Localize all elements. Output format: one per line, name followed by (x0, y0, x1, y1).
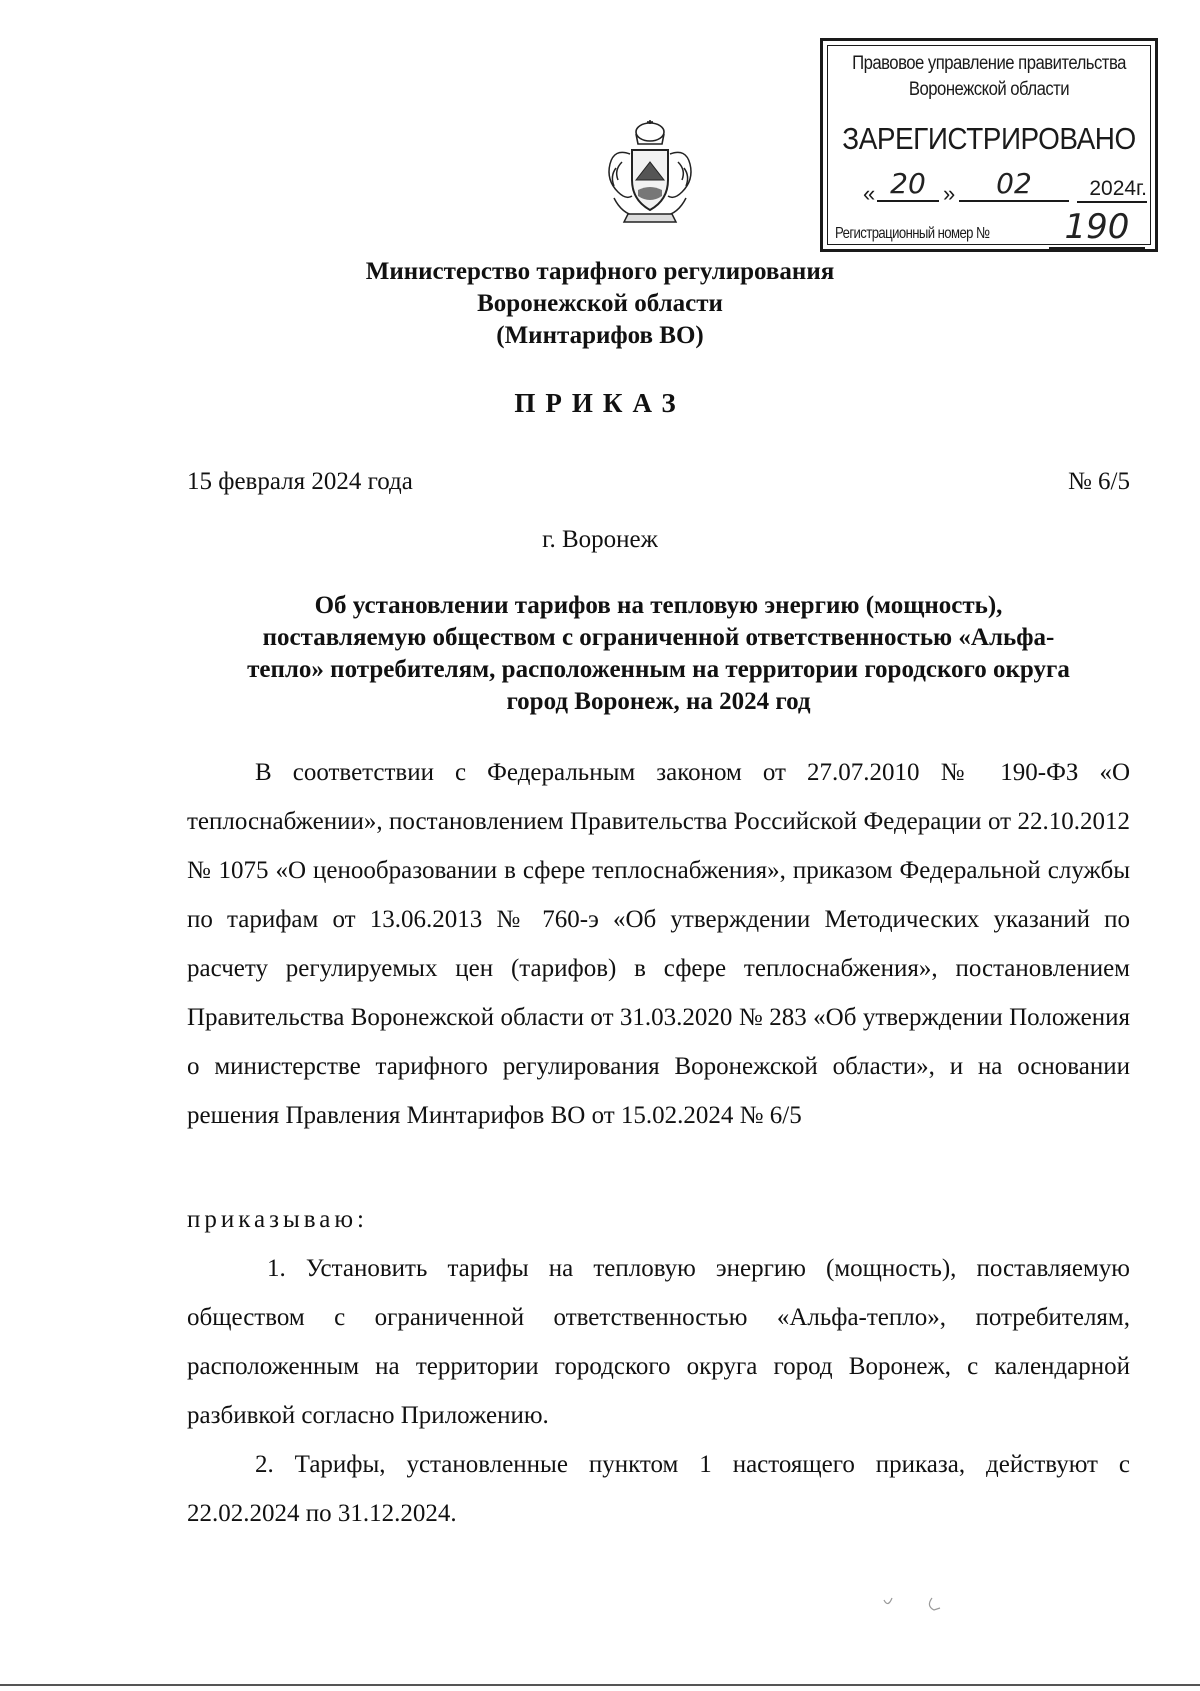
order-number: № 6/5 (1067, 468, 1130, 495)
stamp-reg-label: Регистрационный номер № (835, 225, 990, 242)
stamp-registered-label: ЗАРЕГИСТРИРОВАНО (842, 121, 1136, 156)
ministry-line3: (Минтарифов ВО) (496, 322, 704, 349)
order-subject (187, 590, 1130, 718)
item-2-paragraph: 2. Тарифы, установленные пунктом 1 настоящего приказа, действуют с 22.02.2024 по 31.12.2024. (187, 1451, 1130, 1527)
subject-line2: поставляемую обществом с ограниченной ответственностью «Альфа- (262, 624, 1055, 651)
ministry-name (0, 256, 1200, 352)
order-word: приказываю: (187, 1206, 368, 1233)
stray-marks (880, 1592, 950, 1622)
ministry-line1: Министерство тарифного регулирования (365, 258, 835, 285)
ministry-line2: Воронежской области (477, 290, 723, 317)
stamp-reg-number: 190 (1049, 207, 1145, 249)
stamp-registration-number (835, 207, 1147, 247)
subject-line1: Об установлении тарифов на тепловую энергию (мощность), (314, 592, 1003, 619)
registration-stamp (820, 38, 1158, 252)
subject-line4: город Воронеж, на 2024 год (506, 688, 811, 715)
stamp-date (863, 167, 1148, 207)
stamp-quote-close: » (943, 181, 956, 206)
order-city: г. Воронеж (542, 526, 658, 553)
stamp-org-line1: Правовое управление правительства (852, 53, 1126, 74)
stamp-year: 2024г. (1077, 177, 1147, 203)
subject-line3: тепло» потребителям, расположенным на территории городского округа (247, 656, 1070, 683)
page-bottom-rule (0, 1684, 1200, 1686)
stamp-organization (843, 51, 1135, 103)
preamble-paragraph: В соответствии с Федеральным законом от 27.07.2010 № 190-ФЗ «О теплоснабжении», постановлением Правительства Российской Федерации от 22.10.2012 № 1075 «О ценообразовании в сфере теплоснабжения», приказом Федеральной службы по тарифам от 13.06.2013 № 760-э «Об утверждении Методических указаний по расчету регулируемых цен (тарифов) в сфере теплоснабжения», постановлением Правительства Воронежской области от 31.03.2020 № 283 «Об утверждении Положения о министерстве тарифного регулирования Воронежской области», и на основании решения Правления Минтарифов ВО от 15.02.2024 № 6/5 (187, 759, 1130, 1129)
stamp-quote-open: « (863, 181, 876, 206)
order-title: ПРИКАЗ (514, 388, 686, 418)
coat-of-arms-icon (592, 118, 708, 228)
item-1-paragraph: 1. Установить тарифы на тепловую энергию (мощность), поставляемую обществом с ограниченной ответственностью «Альфа-тепло», потребителям, расположенным на территории городского округа город Воронеж, с календарной разбивкой согласно Приложению. (187, 1255, 1130, 1429)
stamp-day: 20 (877, 167, 939, 202)
order-date: 15 февраля 2024 года (187, 468, 413, 495)
stamp-month: 02 (959, 167, 1069, 202)
stamp-org-line2: Воронежской области (908, 79, 1070, 100)
